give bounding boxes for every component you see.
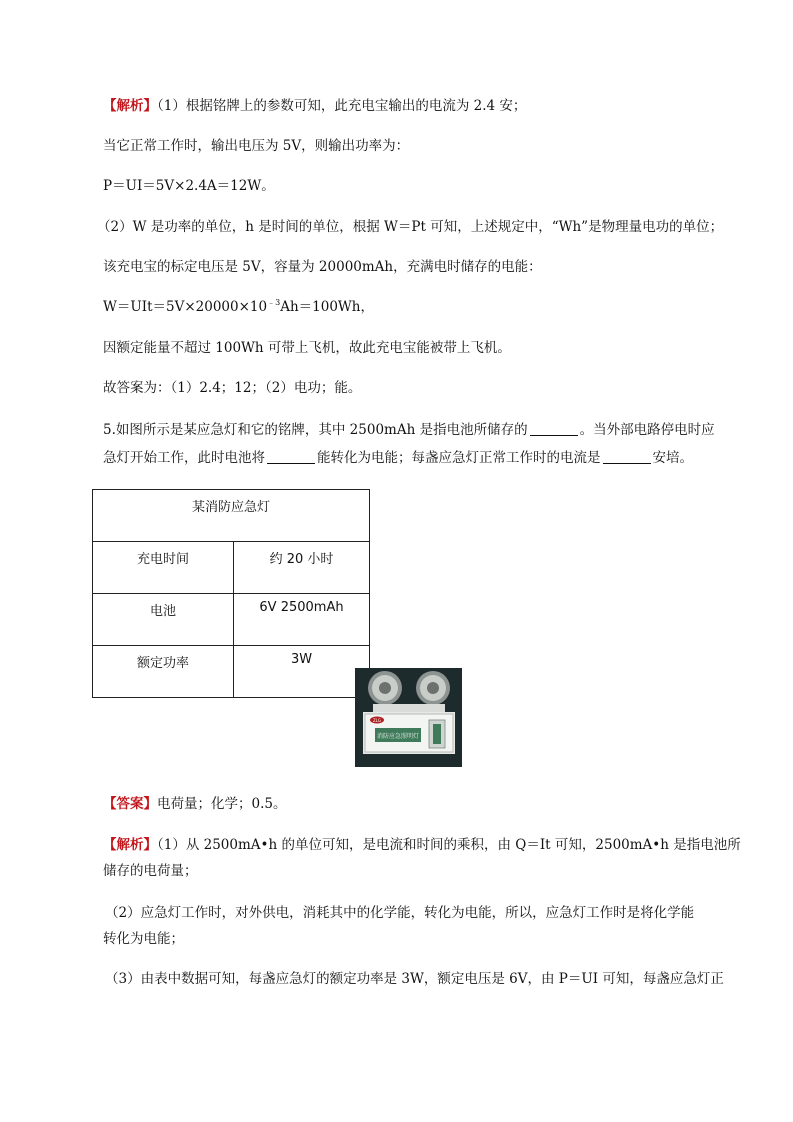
nameplate-table [92,489,370,698]
analysis2-line-3: （2）应急灯工作时，对外供电，消耗其中的化学能，转化为电能，所以，应急灯工作时是将化学能 [105,905,695,921]
answer-blank-2 [267,451,315,464]
formula-part-1: W＝UIt＝5V×20000×10 [103,299,268,315]
analysis-line-7: 因额定能量不超过 100Wh 可带上飞机，故此充电宝能被带上飞机。 [103,340,511,356]
analysis2-line-1 [103,836,741,854]
logo-text: ZLG [372,718,382,723]
analysis-tag: 【解析】 [103,98,157,114]
answer-blank-1 [530,423,578,436]
table-value: 约 20 小时 [234,542,370,594]
table-row [93,542,370,594]
table-label: 额定功率 [93,646,234,698]
question-line-2 [103,449,693,467]
table-row [93,594,370,646]
panel-text: 消防应急照明灯 [376,733,420,740]
emergency-light-photo [355,668,462,767]
analysis-line-8: 故答案为：（1）2.4；12；（2）电功；能。 [103,380,362,396]
question-text-2a: 急灯开始工作，此时电池将 [103,450,265,466]
question-text-2c: 安培。 [652,450,693,466]
table-value: 3W [234,646,370,698]
answer-text: 电荷量；化学；0.5。 [157,796,287,812]
formula-part-2: Ah＝100Wh， [280,299,374,315]
analysis2-line-2: 储存的电荷量； [103,863,198,879]
answer-line [103,795,286,813]
analysis-line-5: 该充电宝的标定电压是 5V，容量为 20000mAh，充满电时储存的电能： [103,259,542,275]
answer-blank-3 [603,451,651,464]
table-title: 某消防应急灯 [93,490,370,542]
analysis2-line-4: 转化为电能； [103,931,184,947]
analysis-text: （1）根据铭牌上的参数可知，此充电宝输出的电流为 2.4 安； [157,98,527,114]
answer-tag: 【答案】 [103,796,157,812]
analysis-line-1 [103,97,526,115]
analysis-line-6 [103,298,374,316]
emergency-light-illustration [355,668,462,767]
analysis2-text: （1）从 2500mA•h 的单位可知，是电流和时间的乘积，由 Q＝It 可知，2500mA•h 是指电池所 [157,837,741,853]
question-text-2b: 能转化为电能；每盏应急灯正常工作时的电流是 [317,450,601,466]
question-text-1b: 。当外部电路停电时应 [579,422,715,438]
analysis2-line-5: （3）由表中数据可知，每盏应急灯的额定功率是 3W，额定电压是 6V，由 P＝UI 可知，每盏应急灯正 [105,971,724,987]
analysis-line-2: 当它正常工作时，输出电压为 5V，则输出功率为： [103,138,410,154]
question-line-1 [103,421,715,439]
table-row [93,646,370,698]
analysis2-tag: 【解析】 [103,837,157,853]
table-label: 充电时间 [93,542,234,594]
formula-exponent: ﹣3 [267,298,281,307]
analysis-line-3: P＝UI＝5V×2.4A＝12W。 [103,178,275,194]
table-value: 6V 2500mAh [234,594,370,646]
question-text-1a: 5.如图所示是某应急灯和它的铭牌，其中 2500mAh 是指电池所储存的 [103,422,528,438]
table-label: 电池 [93,594,234,646]
analysis-line-4: （2）W 是功率的单位，h 是时间的单位，根据 W＝Pt 可知，上述规定中，“Wh”是物理量电功的单位； [97,219,724,235]
